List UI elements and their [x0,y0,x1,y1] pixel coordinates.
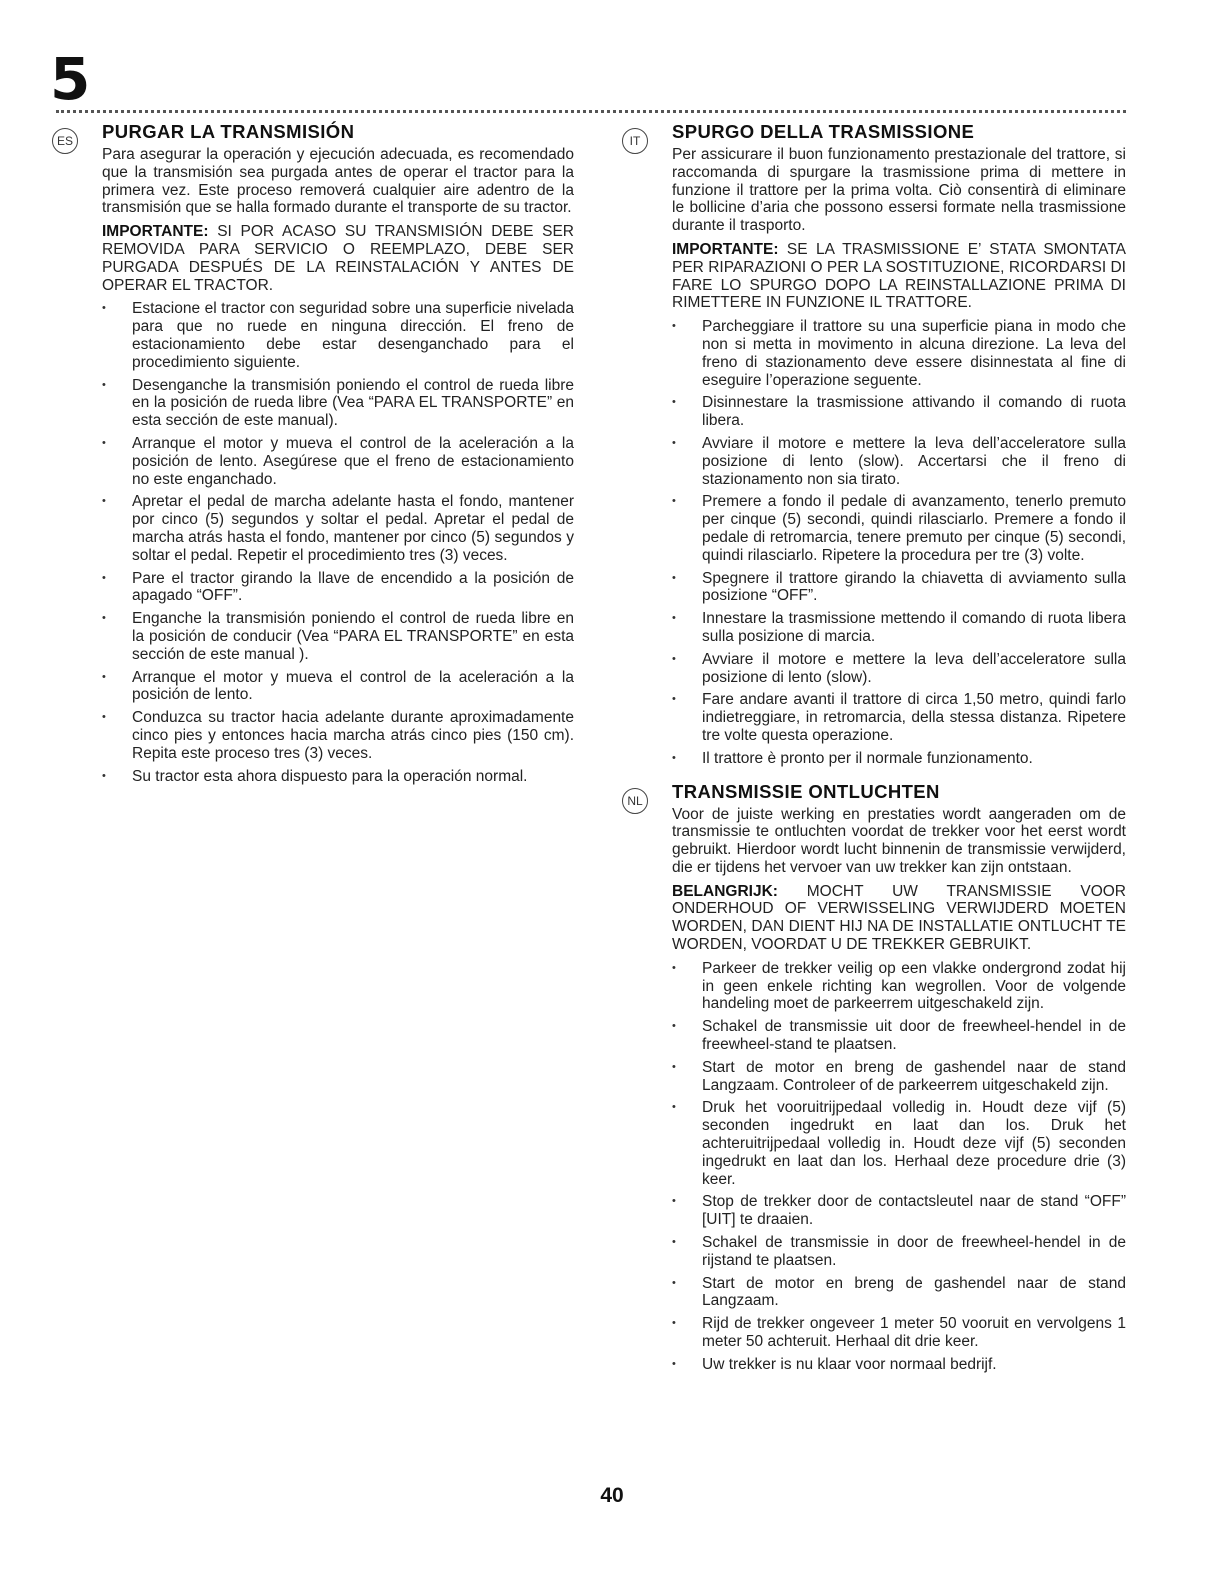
step-item: • Arranque el motor y mueva el control de la aceleración a la posición de lento. [102,669,574,705]
language-badge-es: ES [52,128,78,154]
step-item: • Su tractor esta ahora dispuesto para la operación normal. [102,768,574,786]
step-item: • Apretar el pedal de marcha adelante hasta el fondo, mantener por cinco (5) segundos y soltar el pedal. Apretar el pedal de marcha atrás hasta el fondo, mantener por cinco (5) segundos y soltar el pedal. Repetir el procedimiento tres (3) veces. [102,493,574,564]
step-item: • Spegnere il trattore girando la chiavetta di avviamento sulla posizione “OFF”. [672,570,1126,606]
page-number: 40 [600,1484,624,1507]
step-item: • Disinnestare la trasmissione attivando il comando di ruota libera. [672,394,1126,430]
step-item: • Enganche la transmisión poniendo el control de rueda libre en la posición de conducir (Vea “PARA EL TRANSPORTE” en esta sección de este manual ). [102,610,574,663]
important-note-nl [672,883,1126,954]
steps-list-it [672,318,1126,767]
step-item: • Estacione el tractor con seguridad sobre una superficie nivelada para que no ruede en ninguna dirección. El freno de estacionamiento debe estar desenganchado para el procedimiento siguiente. [102,300,574,371]
section-nl [622,780,1126,1374]
section-title-it: SPURGO DELLA TRASMISSIONE [672,121,975,142]
important-text-es: SI POR ACASO SU TRANSMISIÓN DEBE SER REMOVIDA PARA SERVICIO O REEMPLAZO, DEBE SER PURGADA DESPUÉS DE LA REINSTALACIÓN Y ANTES DE OPERAR EL TRACTOR. [102,223,574,294]
steps-list-nl [672,960,1126,1374]
header-divider [56,110,1126,113]
step-item: • Pare el tractor girando la llave de encendido a la posición de apagado “OFF”. [102,570,574,606]
important-label-it: IMPORTANTE: [672,240,779,258]
step-item: • Fare andare avanti il trattore di circa 1,50 metro, quindi farlo indietreggiare, in retromarcia, della stessa distanza. Ripetere tre volte questa operazione. [672,691,1126,744]
step-item: • Schakel de transmissie uit door de freewheel-hendel in de freewheel-stand te plaatsen. [672,1018,1126,1054]
step-item: • Premere a fondo il pedale di avanzamento, tenerlo premuto per cinque (5) secondi, quindi rilasciarlo. Premere a fondo il pedale di retromarcia, tenere premuto per cinque (5) secondi, quindi rilasciarlo. Ripetere la procedura per tre (3) volte. [672,493,1126,564]
step-item: • Desenganche la transmisión poniendo el control de rueda libre en la posición de rueda libre (Vea “PARA EL TRANSPORTE” en esta sección de este manual). [102,377,574,430]
step-item: • Conduzca su tractor hacia adelante durante aproximadamente cinco pies y entonces hacia marcha atrás cinco pies (150 cm). Repita este proceso tres (3) veces. [102,709,574,762]
intro-paragraph-es: Para asegurar la operación y ejecución adecuada, es recomendado que la transmisión sea purgada antes de operar el tractor para la primera vez. Este proceso removerá cualquier aire adentro de la transmisión que se halla formado durante el transporte de su tractor. [102,146,574,217]
important-label-es: IMPORTANTE: [102,223,209,241]
step-item: • Druk het vooruitrijpedaal volledig in. Houdt deze vijf (5) seconden ingedrukt en laat dan los. Druk het achteruitrijpedaal volledig in. Houdt deze vijf (5) seconden ingedrukt en laat dan los. Herhaal deze procedure drie (3) keer. [672,1099,1126,1188]
step-item: • Rijd de trekker ongeveer 1 meter 50 vooruit en vervolgens 1 meter 50 achteruit. Herhaal dit drie keer. [672,1315,1126,1351]
step-item: • Avviare il motore e mettere la leva dell’acceleratore sulla posizione di lento (slow). [672,651,1126,687]
section-title-es: PURGAR LA TRANSMISIÓN [102,121,355,142]
language-badge-it: IT [622,128,648,154]
step-item: • Start de motor en breng de gashendel naar de stand Langzaam. Controleer of de parkeerrem uitgeschakeld zijn. [672,1059,1126,1095]
step-item: • Start de motor en breng de gashendel naar de stand Langzaam. [672,1275,1126,1311]
step-item: • Parcheggiare il trattore su una superficie piana in modo che non si metta in movimento in alcuna direzione. La leva del freno di stazionamento deve essere disinnestata al fine di eseguire l’operazione seguente. [672,318,1126,389]
chapter-number: 5 [50,45,89,113]
step-item: • Schakel de transmissie in door de freewheel-hendel in de rijstand te plaatsen. [672,1234,1126,1270]
right-column [622,120,1126,1379]
intro-paragraph-it: Per assicurare il buon funzionamento prestazionale del trattore, si raccomanda di spurgare la trasmissione prima di mettere in funzione il trattore per la prima volta. Ciò consentirà di eliminare le bollicine d’aria che possono essersi formate nella trasmissione durante il trasporto. [672,146,1126,235]
step-item: • Uw trekker is nu klaar voor normaal bedrijf. [672,1356,1126,1374]
intro-paragraph-nl: Voor de juiste werking en prestaties wordt aangeraden om de transmissie te ontluchten voordat de trekker voor het eerst wordt gebruikt. Hierdoor wordt lucht binnenin de transmissie verwijderd, die er tijdens het vervoer van uw trekker kan zijn ontstaan. [672,805,1126,876]
important-note-it [672,241,1126,312]
section-it [622,120,1126,768]
steps-list-es [102,300,574,785]
step-item: • Parkeer de trekker veilig op een vlakke ondergrond zodat hij in geen enkele richting kan wegrollen. Voor de volgende handeling moet de parkeerrem uitgeschakeld zijn. [672,960,1126,1013]
step-item: • Innestare la trasmissione mettendo il comando di ruota libera sulla posizione di marcia. [672,610,1126,646]
step-item: • Arranque el motor y mueva el control de la aceleración a la posición de lento. Asegúrese que el freno de estacionamiento no este enganchado. [102,435,574,488]
section-es [52,120,574,785]
left-column [52,120,574,790]
step-item: • Il trattore è pronto per il normale funzionamento. [672,750,1126,768]
important-text-it: SE LA TRASMISSIONE E’ STATA SMONTATA PER RIPARAZIONI O PER LA SOSTITUZIONE, RICORDARSI DI FARE LO SPURGO DOPO LA REINSTALLAZIONE PRIMA DI RIMETTERE IN FUNZIONE IL TRATTORE. [672,240,1126,312]
section-title-nl: TRANSMISSIE ONTLUCHTEN [672,780,940,802]
language-badge-nl: NL [622,788,648,814]
important-text-nl: MOCHT UW TRANSMISSIE VOOR ONDERHOUD OF VERWISSELING VERWIJDERD MOETEN WORDEN, DAN DIENT HIJ NA DE INSTALLATIE ONTLUCHT TE WORDEN, VOORDAT U DE TREKKER GEBRUIKT. [672,882,1126,954]
step-item: • Stop de trekker door de contactsleutel naar de stand “OFF” [UIT] te draaien. [672,1193,1126,1229]
step-item: • Avviare il motore e mettere la leva dell’acceleratore sulla posizione di lento (slow). Accertarsi che il freno di stazionamento non sia tirato. [672,435,1126,488]
important-label-nl: BELANGRIJK: [672,882,778,900]
important-note-es [102,223,574,294]
